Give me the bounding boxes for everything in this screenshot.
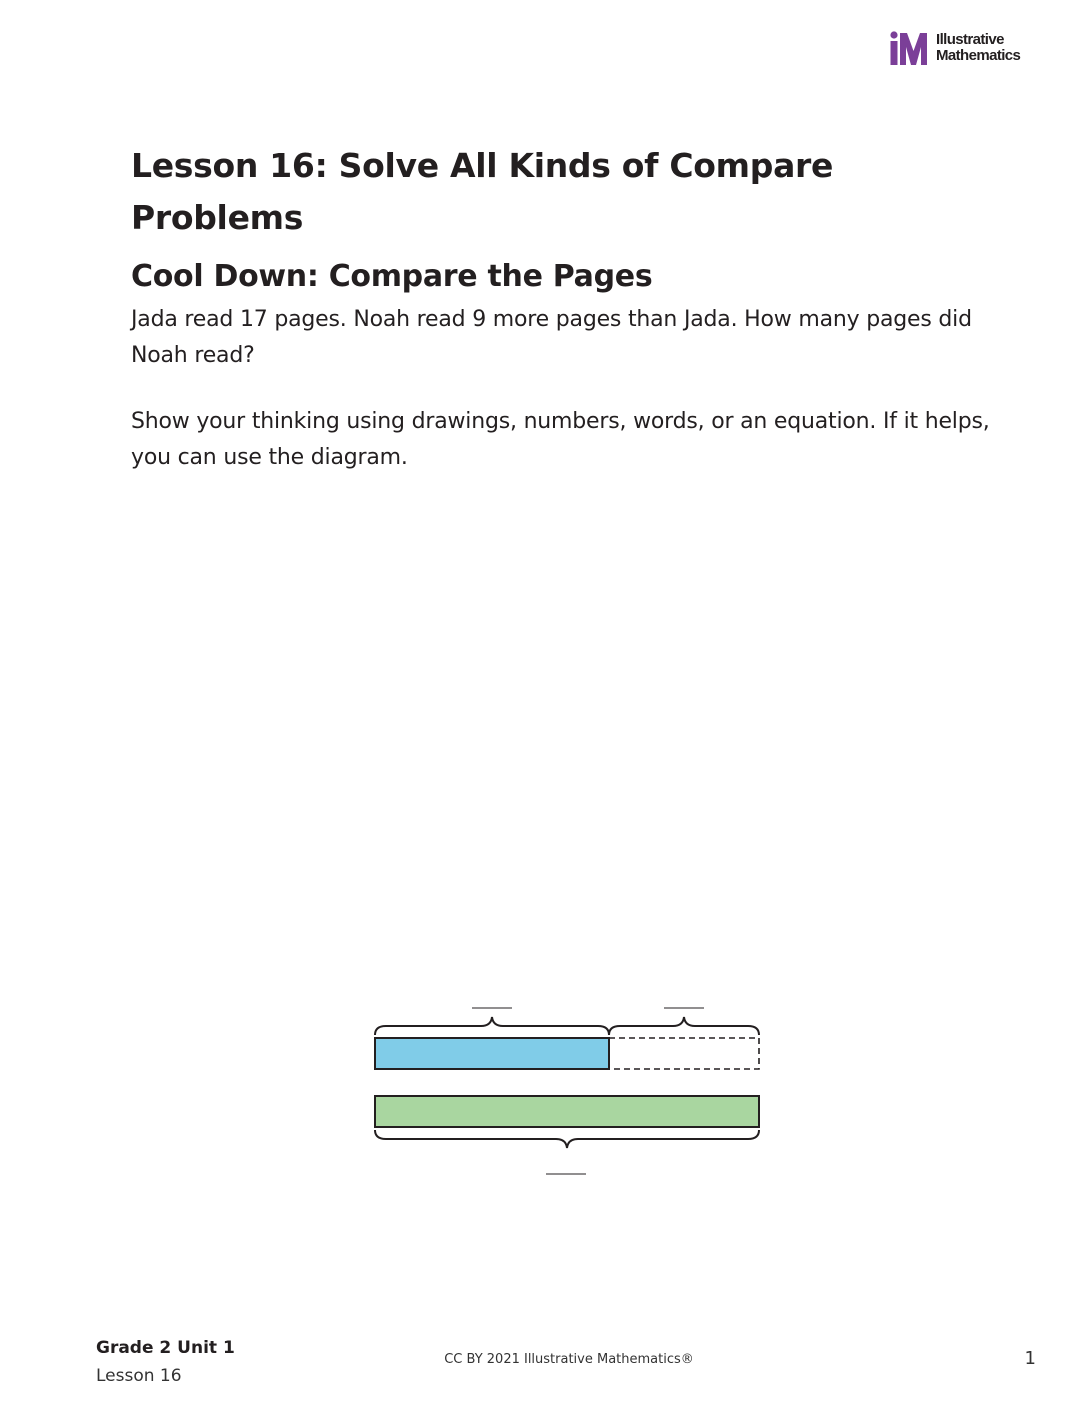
- illustrative-mathematics-logo: [889, 31, 1039, 67]
- footer-copyright: CC BY 2021 Illustrative Mathematics®: [444, 1352, 694, 1367]
- page-number: 1: [1024, 1348, 1036, 1369]
- brace-top-right: [609, 1017, 759, 1035]
- lesson-content: [131, 140, 991, 476]
- bottom-tape-bar: [375, 1096, 759, 1127]
- brace-bottom: [375, 1130, 759, 1148]
- lesson-title: Lesson 16: Solve All Kinds of Compare Problems: [131, 146, 834, 237]
- top-tape-dashed-extension: [609, 1038, 759, 1069]
- logo-line-2: Mathematics: [936, 47, 1021, 64]
- footer-grade-unit: Grade 2 Unit 1: [96, 1338, 235, 1358]
- instructions-text: Show your thinking using drawings, numbers, words, or an equation. If it helps, you can use the diagram.: [131, 409, 990, 470]
- footer-lesson: Lesson 16: [96, 1366, 182, 1386]
- compare-tape-diagram: [360, 995, 770, 1185]
- logo-line-1: Illustrative: [936, 31, 1004, 48]
- problem-text: Jada read 17 pages. Noah read 9 more pages than Jada. How many pages did Noah read?: [131, 307, 972, 368]
- top-tape-bar: [375, 1038, 609, 1069]
- cool-down-title: Cool Down: Compare the Pages: [131, 259, 653, 294]
- illustrative-mathematics-logo-icon: [889, 31, 929, 67]
- brace-top-left: [375, 1017, 609, 1035]
